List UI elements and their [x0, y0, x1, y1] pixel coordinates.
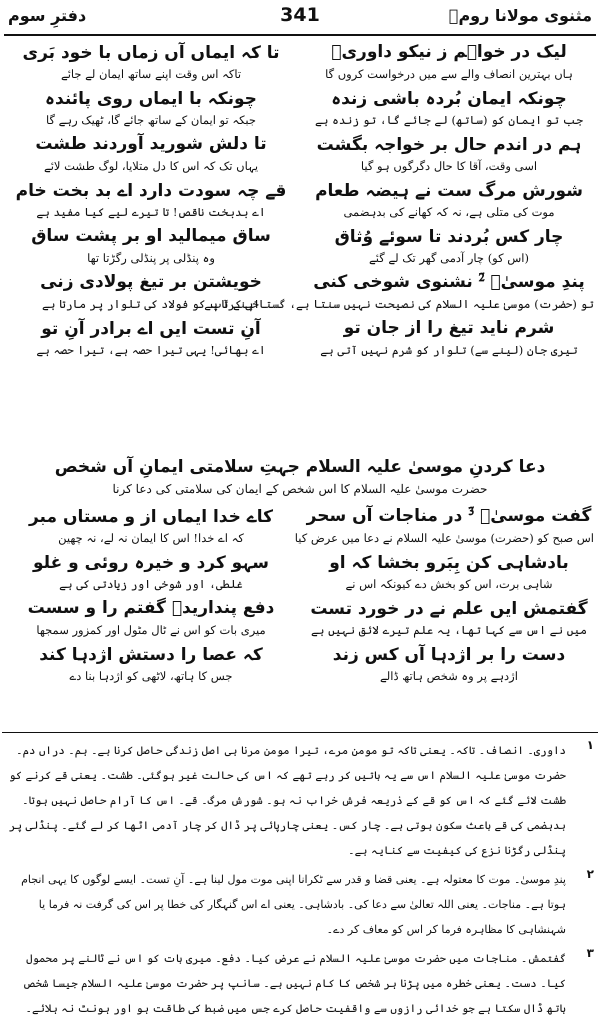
verse-second-half: تا دلش شورید آوردند طشت [35, 134, 267, 154]
verse-second-half: کاے خدا ایماں از و مستاں مبر [28, 507, 274, 527]
translation-second-half: تاکہ اس وقت اپنے ساتھ ایمان لے جائے [60, 67, 242, 81]
poem-block-2 [0, 506, 600, 690]
footnote [0, 738, 600, 863]
verse-first-half: دست را بر اژدہا آں کس زند [332, 645, 566, 665]
verse-first-half: گفت موسیٰؑ ³ؔ در مناجات آں سحر [306, 506, 592, 526]
translation-second-half: یہاں تک کہ اس کا دل متلایا، لوگ طشت لائے [43, 159, 259, 173]
verse-first-half: چونکہ ایمان بُردہ باشی زندہ [331, 89, 567, 109]
verse-second-half: چونکہ با ایماں روی پائندہ [45, 89, 257, 109]
couplet [0, 598, 600, 644]
translation-first-half: اسی وقت، آقا کا حال دگرگوں ہو گیا [360, 159, 538, 173]
verse-second-half: دفع پنداریدؔ گفتم را و سست [27, 598, 275, 618]
section-heading: دعا کردنِ موسیٰ علیہ السلام جہتِ سلامتی ایمانِ آں شخص [54, 457, 546, 477]
couplet [0, 272, 600, 318]
couplet [0, 506, 600, 552]
couplet [0, 318, 600, 364]
footnote [0, 867, 600, 942]
translation-second-half: جس کا ہاتھ، لاٹھی کو اژدہا بنا دے [69, 669, 233, 683]
footnote-text: گفتمش۔ مناجات میں حضرت موسیٰ علیہ السلام نے عرض کیا۔ دفع۔ میری بات کو اس نے ٹالنے پر محمول کیا۔ دست۔ یعنی خطرہ میں پڑنا ہر شخص کا کام نہیں ہے۔ سانپ پر حضرت موسیٰ علیہ السلام جیسا شخص ہاتھ ڈال سکتا ہے جو خدائی رازوں سے واقفیت حاصل کرے جس میں ضبط کی طاقت ہو اور ہونٹ نہ ہلائے۔ [22, 952, 566, 1015]
verse-first-half: بادشاہی کن بِبَرو بخشا کہ او [329, 553, 569, 573]
verse-second-half: ساق میمالید او بر پشت ساق [31, 226, 271, 246]
translation-second-half: وہ پنڈلی پر پنڈلی رگڑتا تھا [87, 251, 215, 265]
translation-first-half: اس صبح کو (حضرت) موسیٰ علیہ السلام نے دعا میں عرض کیا [294, 531, 594, 545]
couplet [0, 644, 600, 690]
translation-first-half: تو (حضرت) موسیٰ علیہ السلام کی نصیحت نہیں سنتا ہے، گستاخی کرتا ہے [204, 297, 594, 311]
verse-first-half: ہم در اندم حال بر خواجہ بگشت [316, 135, 582, 155]
book-title: مثنوی مولانا رومؒ [448, 6, 592, 25]
verse-second-half: سہو کرد و خیرہ روئی و غلو [32, 553, 270, 573]
couplet [0, 88, 600, 134]
footnote-number: ۳ [586, 946, 594, 960]
translation-second-half: جبکہ تو ایمان کے ساتھ جائے گا، ٹھیک رہے گا [45, 113, 257, 127]
translation-second-half: اے بدبخت ناقص! تا تیرے لیے کیا مفید ہے [36, 205, 266, 219]
footnote-number: ۲ [586, 867, 594, 881]
verse-second-half: کہ عصا را دستش اژدہا کند [39, 645, 263, 665]
verse-second-half: آنِ تست ایں اے برادر آنِ تو [41, 319, 261, 339]
translation-first-half: موت کی متلی ہے، نہ کہ کھانے کی بدہضمی [343, 205, 555, 219]
couplet [0, 226, 600, 272]
section-subheading: حضرت موسیٰ علیہ السلام کا اس شخص کے ایمان کی سلامتی کی دعا کرنا [112, 482, 488, 496]
translation-second-half: اپنے آپ کو فولاد کی تلوار پر مارتا ہے [42, 297, 260, 311]
couplet [0, 42, 600, 88]
footnote-text: داوری۔ انصاف۔ تاکہ۔ یعنی تاکہ تو مومن مرے، تیرا مومن مرنا ہی اصل زندگی حاصل کرنا ہے۔ ہم۔ دراں دم۔ حضرت موسیٰ علیہ السلام اس سے یہ باتیں کر رہے تھے کہ اس کی حالت غیر ہوگئی۔ طشت۔ یعنی قے کرنے کو طشت لائے گئے کہ اس کو قے کے ذریعہ فرش خراب نہ ہو۔ شورش مرگ۔ قے۔ اس کا آرام حاصل نہیں ہوتا۔ بدہضمی کی قے باعث سکون ہوتی ہے۔ چار کس۔ یعنی چارپائی پر ڈال کر چار آدمی اٹھا کر لے گئے۔ پنڈلی پر پنڈلی رگڑنا نزع کی کیفیت سے کنایہ ہے۔ [9, 744, 566, 857]
translation-first-half: میں نے اس سے کہا تھا، یہ علم تیرے لائق نہیں ہے [310, 623, 588, 637]
translation-first-half: جب تو ایمان کو (ساتھ) لے جائے گا، تو زندہ ہے [315, 113, 583, 127]
translation-first-half: اژدہے پر وہ شخص ہاتھ ڈالے [380, 669, 518, 683]
poem-block-1 [0, 42, 600, 364]
translation-first-half: ہاں بہترین انصاف والے سے میں درخواست کروں گا [325, 67, 573, 81]
couplet [0, 134, 600, 180]
translation-first-half: شاہی برت، اس کو بخش دے کیونکہ اس نے [345, 577, 553, 591]
couplet [0, 180, 600, 226]
verse-first-half: شورش مرگ ست نے ہیضہ طعام [315, 181, 583, 201]
translation-second-half: غلطی، اور شوخی اور زیادتی کی ہے [59, 577, 243, 591]
translation-second-half: اے بھائی! یہی تیرا حصہ ہے، تیرا حصہ ہے [36, 343, 266, 357]
verse-first-half: پندِ موسیٰؑ ²ؔ نشنوی شوخی کنی [313, 272, 585, 292]
translation-first-half: تیری جان (لینے سے) تلوار کو شرم نہیں آتی ہے [320, 343, 578, 357]
verse-second-half: تا کہ ایماں آں زماں با خود بَری [22, 43, 280, 63]
footnote-text: پندِ موسیٰ۔ موت کا معتولہ ہے۔ یعنی قضا و قدر سے ٹکرانا اپنی موت مول لینا ہے۔ آنِ تست۔ ایسے لوگوں کا یہی انجام ہوتا ہے۔ مناجات۔ یعنی اللہ تعالیٰ سے دعا کی۔ بادشاہی۔ یعنی اے اس گنہگار کی خطا پر اس کی گرفت نہ فرما یا شہنشاہی کا مظاہرہ فرما کر اس کو معاف کر دے۔ [21, 873, 566, 936]
verse-second-half: قے چہ سودت دارد اے بد بخت خام [15, 181, 287, 201]
couplet [0, 552, 600, 598]
verse-first-half: گفتمش ایں علم نے در خورد تست [310, 599, 588, 619]
footnote-rule [2, 732, 598, 733]
footnote-number: ۱ [586, 738, 594, 752]
volume-title: دفترِ سوم [8, 6, 87, 25]
translation-first-half: (اس کو) چار آدمی گھر تک لے گئے [369, 251, 529, 265]
footnote [0, 946, 600, 1021]
page-header [8, 4, 592, 32]
verse-first-half: چار کس بُردند تا سوئے وُثاق [334, 227, 564, 247]
verse-first-half: شرم ناید تیغ را از جان تو [343, 318, 555, 338]
footnotes [0, 738, 600, 1021]
header-rule [4, 34, 596, 36]
verse-first-half: لیک در خواہم ز نیکو داوریؔ [331, 42, 567, 62]
verse-second-half: خویشتن بر تیغ پولادی زنی [40, 272, 262, 292]
translation-second-half: میری بات کو اس نے ٹال مٹول اور کمزور سمجھا [36, 623, 266, 637]
page-number: 341 [280, 4, 320, 26]
translation-second-half: کہ اے خدا! اس کا ایمان نہ لے، نہ چھین [58, 531, 244, 545]
